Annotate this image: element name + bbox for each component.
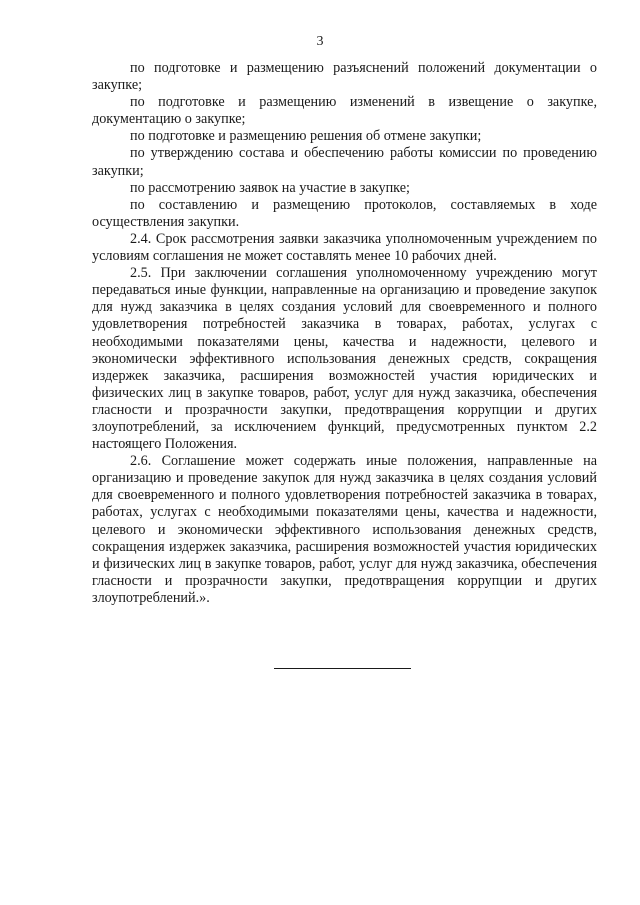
paragraph-duty-changes: по подготовке и размещению изменений в извещение о закупке, документацию о закупке; xyxy=(92,94,597,128)
paragraph-duty-applications: по рассмотрению заявок на участие в закупке; xyxy=(130,179,410,196)
paragraph-duty-commission: по утверждению состава и обеспечению работы комиссии по проведению закупки; xyxy=(92,145,597,179)
clause-2-5: 2.5. При заключении соглашения уполномоченному учреждению могут передаваться иные функции, направленные на организацию и проведение закупок для нужд заказчика в целях создания условий для своевременного и полного удовлетворения потребностей заказчика в товарах, работах, услугах с необходимыми показателями цены, качества и надежности, целевого и экономически эффективного использования денежных средств, сокращения издержек заказчика, расширения возможностей участия юридических и физических лиц в закупке товаров, работ, услуг для нужд заказчика, обеспечения гласности и прозрачности закупки, предотвращения коррупции и других злоупотреблений, за исключением функций, предусмотренных пунктом 2.2 настоящего Положения. xyxy=(92,265,597,453)
paragraph-duty-cancellation: по подготовке и размещению решения об отмене закупки; xyxy=(130,128,482,145)
closing-divider-line xyxy=(274,668,411,669)
clause-2-6: 2.6. Соглашение может содержать иные положения, направленные на организацию и проведение закупок для нужд заказчика в целях создания условий для своевременного и полного удовлетворения потребностей заказчика в товарах, работах, услугах с необходимыми показателями цены, качества и надежности, целевого и экономически эффективного использования денежных средств, сокращения издержек заказчика, расширения возможностей участия юридических и физических лиц в закупке товаров, работ, услуг для нужд заказчика, обеспечения гласности и прозрачности закупки, предотвращения коррупции и других злоупотреблений.». xyxy=(92,453,597,606)
clause-2-4: 2.4. Срок рассмотрения заявки заказчика уполномоченным учреждением по условиям соглашения не может составлять менее 10 рабочих дней. xyxy=(92,230,597,265)
paragraph-duty-protocols: по составлению и размещению протоколов, составляемых в ходе осуществления закупки. xyxy=(92,196,597,230)
paragraph-duty-clarifications: по подготовке и размещению разъяснений положений документации о закупке; xyxy=(92,60,597,94)
page-number: 3 xyxy=(316,34,324,49)
document-body xyxy=(92,60,597,607)
